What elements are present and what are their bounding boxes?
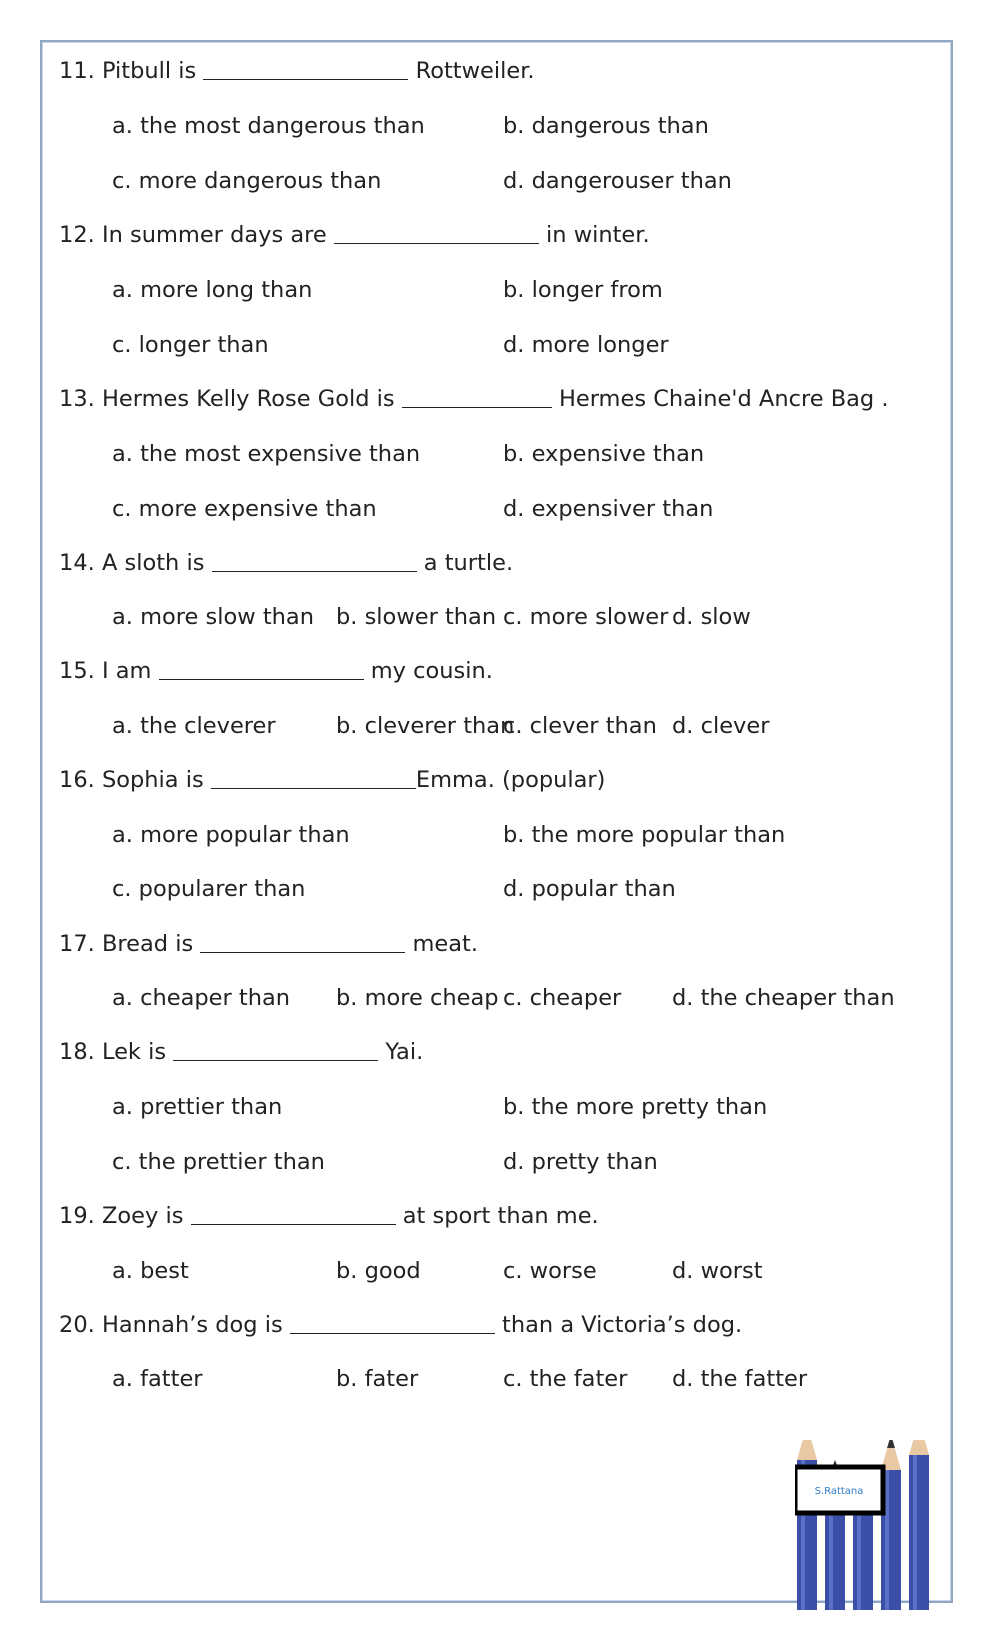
answer-blank[interactable] bbox=[191, 1206, 396, 1225]
question-15: 15. I am my cousin. bbox=[59, 658, 493, 684]
answer-blank[interactable] bbox=[290, 1315, 495, 1334]
question-19: 19. Zoey is at sport than me. bbox=[59, 1203, 599, 1229]
option-16c[interactable]: c. popularer than bbox=[112, 876, 306, 902]
pencil-icon bbox=[909, 1440, 929, 1610]
answer-blank[interactable] bbox=[402, 389, 552, 408]
option-12b[interactable]: b. longer from bbox=[503, 277, 663, 303]
answer-blank[interactable] bbox=[211, 770, 416, 789]
answer-blank[interactable] bbox=[203, 61, 408, 80]
option-13d[interactable]: d. expensiver than bbox=[503, 496, 714, 522]
option-17d[interactable]: d. the cheaper than bbox=[672, 985, 895, 1011]
answer-blank[interactable] bbox=[334, 225, 539, 244]
question-18: 18. Lek is Yai. bbox=[59, 1039, 424, 1065]
option-13c[interactable]: c. more expensive than bbox=[112, 496, 377, 522]
option-19d[interactable]: d. worst bbox=[672, 1258, 763, 1284]
option-18b[interactable]: b. the more pretty than bbox=[503, 1094, 768, 1120]
option-17c[interactable]: c. cheaper bbox=[503, 985, 622, 1011]
option-18d[interactable]: d. pretty than bbox=[503, 1149, 658, 1175]
option-14c[interactable]: c. more slower bbox=[503, 604, 669, 630]
option-15a[interactable]: a. the cleverer bbox=[112, 713, 276, 739]
option-15d[interactable]: d. clever bbox=[672, 713, 770, 739]
option-14b[interactable]: b. slower than bbox=[336, 604, 497, 630]
answer-blank[interactable] bbox=[159, 661, 364, 680]
option-11a[interactable]: a. the most dangerous than bbox=[112, 113, 425, 139]
option-15b[interactable]: b. cleverer than bbox=[336, 713, 515, 739]
option-16d[interactable]: d. popular than bbox=[503, 876, 676, 902]
option-11b[interactable]: b. dangerous than bbox=[503, 113, 709, 139]
answer-blank[interactable] bbox=[212, 553, 417, 572]
option-13b[interactable]: b. expensive than bbox=[503, 441, 705, 467]
question-20: 20. Hannah’s dog is than a Victoria’s dog. bbox=[59, 1312, 743, 1338]
option-18c[interactable]: c. the prettier than bbox=[112, 1149, 325, 1175]
option-20c[interactable]: c. the fater bbox=[503, 1366, 628, 1392]
answer-blank[interactable] bbox=[200, 934, 405, 953]
option-17a[interactable]: a. cheaper than bbox=[112, 985, 291, 1011]
question-12: 12. In summer days are in winter. bbox=[59, 222, 650, 248]
question-13: 13. Hermes Kelly Rose Gold is Hermes Chaine'd Ancre Bag . bbox=[59, 386, 889, 412]
option-19a[interactable]: a. best bbox=[112, 1258, 189, 1284]
option-12d[interactable]: d. more longer bbox=[503, 332, 669, 358]
option-16b[interactable]: b. the more popular than bbox=[503, 822, 786, 848]
option-13a[interactable]: a. the most expensive than bbox=[112, 441, 421, 467]
option-11c[interactable]: c. more dangerous than bbox=[112, 168, 382, 194]
option-19c[interactable]: c. worse bbox=[503, 1258, 597, 1284]
pencils-icon bbox=[795, 1440, 960, 1615]
option-20b[interactable]: b. fater bbox=[336, 1366, 419, 1392]
option-20d[interactable]: d. the fatter bbox=[672, 1366, 808, 1392]
option-14a[interactable]: a. more slow than bbox=[112, 604, 314, 630]
option-12a[interactable]: a. more long than bbox=[112, 277, 313, 303]
option-15c[interactable]: c. clever than bbox=[503, 713, 657, 739]
option-14d[interactable]: d. slow bbox=[672, 604, 751, 630]
option-18a[interactable]: a. prettier than bbox=[112, 1094, 283, 1120]
option-20a[interactable]: a. fatter bbox=[112, 1366, 203, 1392]
option-11d[interactable]: d. dangerouser than bbox=[503, 168, 732, 194]
question-16: 16. Sophia is Emma. (popular) bbox=[59, 767, 606, 793]
question-11: 11. Pitbull is Rottweiler. bbox=[59, 58, 535, 84]
option-17b[interactable]: b. more cheap bbox=[336, 985, 499, 1011]
question-17: 17. Bread is meat. bbox=[59, 931, 479, 957]
answer-blank[interactable] bbox=[173, 1042, 378, 1061]
option-16a[interactable]: a. more popular than bbox=[112, 822, 350, 848]
option-12c[interactable]: c. longer than bbox=[112, 332, 269, 358]
question-14: 14. A sloth is a turtle. bbox=[59, 550, 514, 576]
signature-text: S.Rattana bbox=[814, 1486, 864, 1497]
option-19b[interactable]: b. good bbox=[336, 1258, 421, 1284]
